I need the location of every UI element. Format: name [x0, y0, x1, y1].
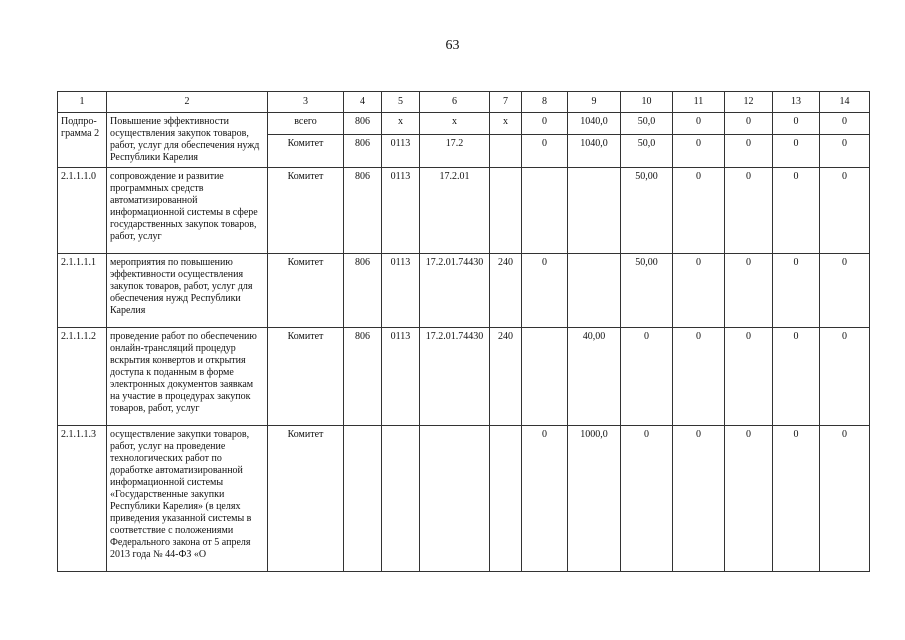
table-cell: всего [268, 113, 344, 135]
table-cell [382, 426, 420, 572]
table-cell: 17.2.01.74430 [420, 254, 490, 328]
table-cell: x [382, 113, 420, 135]
table-cell: 0 [621, 328, 673, 426]
table-cell: 0 [773, 113, 820, 135]
table-cell: 0 [673, 328, 725, 426]
table-cell: 0 [773, 328, 820, 426]
column-header: 3 [268, 92, 344, 113]
table-cell: 50,0 [621, 113, 673, 135]
column-header: 11 [673, 92, 725, 113]
table-cell: 0 [820, 135, 870, 168]
table-cell: 0 [673, 426, 725, 572]
table-cell [420, 426, 490, 572]
row-description: мероприятия по повышению эффективности осуществления закупок товаров, работ, услуг для обеспечения нужд Республики Карелия [107, 254, 268, 328]
table-row [58, 426, 870, 572]
table-cell: 0 [673, 113, 725, 135]
column-header: 13 [773, 92, 820, 113]
table-cell: 806 [344, 135, 382, 168]
table-cell: x [420, 113, 490, 135]
table-cell: 806 [344, 328, 382, 426]
table-cell: 0 [673, 254, 725, 328]
table-cell [490, 168, 522, 254]
table-cell: 50,0 [621, 135, 673, 168]
table-cell: 0113 [382, 168, 420, 254]
table-cell: 0 [773, 168, 820, 254]
table-cell: 1040,0 [568, 113, 621, 135]
table-cell [568, 168, 621, 254]
table-cell: 240 [490, 328, 522, 426]
column-header: 5 [382, 92, 420, 113]
table-cell: 806 [344, 168, 382, 254]
table-cell [568, 254, 621, 328]
table-cell: 1040,0 [568, 135, 621, 168]
table-cell: 0 [773, 135, 820, 168]
table-cell: 17.2.01.74430 [420, 328, 490, 426]
table-cell: 0113 [382, 135, 420, 168]
table-cell: 40,00 [568, 328, 621, 426]
column-header: 10 [621, 92, 673, 113]
column-header: 12 [725, 92, 773, 113]
table-cell: 0 [673, 135, 725, 168]
column-header: 8 [522, 92, 568, 113]
table-cell: Комитет [268, 135, 344, 168]
table-cell: 0 [522, 113, 568, 135]
table-cell: 0113 [382, 328, 420, 426]
row-description: сопровождение и развитие программных средств автоматизированной информационной системы в сфере государственных закупок товаров, работ, услуг [107, 168, 268, 254]
table-cell: 0 [773, 254, 820, 328]
table-cell: 806 [344, 254, 382, 328]
table-cell: 0 [621, 426, 673, 572]
table-row [58, 113, 870, 135]
table-cell: 0 [725, 113, 773, 135]
column-header: 1 [58, 92, 107, 113]
table-cell: 0 [725, 135, 773, 168]
table-cell: 50,00 [621, 254, 673, 328]
table-cell: 17.2.01 [420, 168, 490, 254]
table-cell: 17.2 [420, 135, 490, 168]
row-description: осуществление закупки товаров, работ, услуг на проведение технологических работ по доработке автоматизированной информационной системы «Государственные закупки Республики Карелия» (в целях приведения указанной системы в соответствие с положениями Федерального закона от 5 апреля 2013 года № 44-ФЗ «О [107, 426, 268, 572]
table-cell: 0 [820, 168, 870, 254]
column-number-row [58, 92, 870, 113]
row-code: Подпро-грамма 2 [58, 113, 107, 168]
table-row [58, 168, 870, 254]
table-cell: 0 [725, 254, 773, 328]
table-cell [522, 328, 568, 426]
table-cell: 0 [522, 135, 568, 168]
table-cell: 0 [820, 254, 870, 328]
table-cell: 0113 [382, 254, 420, 328]
row-code: 2.1.1.1.2 [58, 328, 107, 426]
table-cell: x [490, 113, 522, 135]
column-header: 14 [820, 92, 870, 113]
table-cell: 0 [725, 168, 773, 254]
column-header: 6 [420, 92, 490, 113]
table-cell: Комитет [268, 254, 344, 328]
table-cell: 0 [820, 113, 870, 135]
table-cell: 50,00 [621, 168, 673, 254]
table-cell: 0 [522, 426, 568, 572]
table-cell: 240 [490, 254, 522, 328]
table-cell [344, 426, 382, 572]
row-code: 2.1.1.1.1 [58, 254, 107, 328]
row-description: проведение работ по обеспечению онлайн-трансляций процедур вскрытия конвертов и открытия доступа к поданным в форме электронных документов заявкам на участие в процедурах закупок товаров, работ, услуг [107, 328, 268, 426]
column-header: 2 [107, 92, 268, 113]
page-number: 63 [445, 38, 460, 53]
row-code: 2.1.1.1.3 [58, 426, 107, 572]
table-row [58, 328, 870, 426]
table-row [58, 254, 870, 328]
table-cell: 0 [725, 328, 773, 426]
table-cell [522, 168, 568, 254]
table-cell: 806 [344, 113, 382, 135]
table-cell: 0 [773, 426, 820, 572]
table-cell: 0 [820, 328, 870, 426]
table-cell: 0 [820, 426, 870, 572]
table-cell: 1000,0 [568, 426, 621, 572]
table-cell: 0 [522, 254, 568, 328]
table-cell [490, 426, 522, 572]
table-cell: Комитет [268, 328, 344, 426]
column-header: 7 [490, 92, 522, 113]
column-header: 4 [344, 92, 382, 113]
table-cell: Комитет [268, 168, 344, 254]
column-header: 9 [568, 92, 621, 113]
table-cell [490, 135, 522, 168]
budget-table [57, 91, 870, 572]
table-cell: 0 [725, 426, 773, 572]
table-cell: Комитет [268, 426, 344, 572]
table-cell: 0 [673, 168, 725, 254]
row-code: 2.1.1.1.0 [58, 168, 107, 254]
row-description: Повышение эффективности осуществления закупок товаров, работ, услуг для обеспечения нужд Республики Карелия [107, 113, 268, 168]
